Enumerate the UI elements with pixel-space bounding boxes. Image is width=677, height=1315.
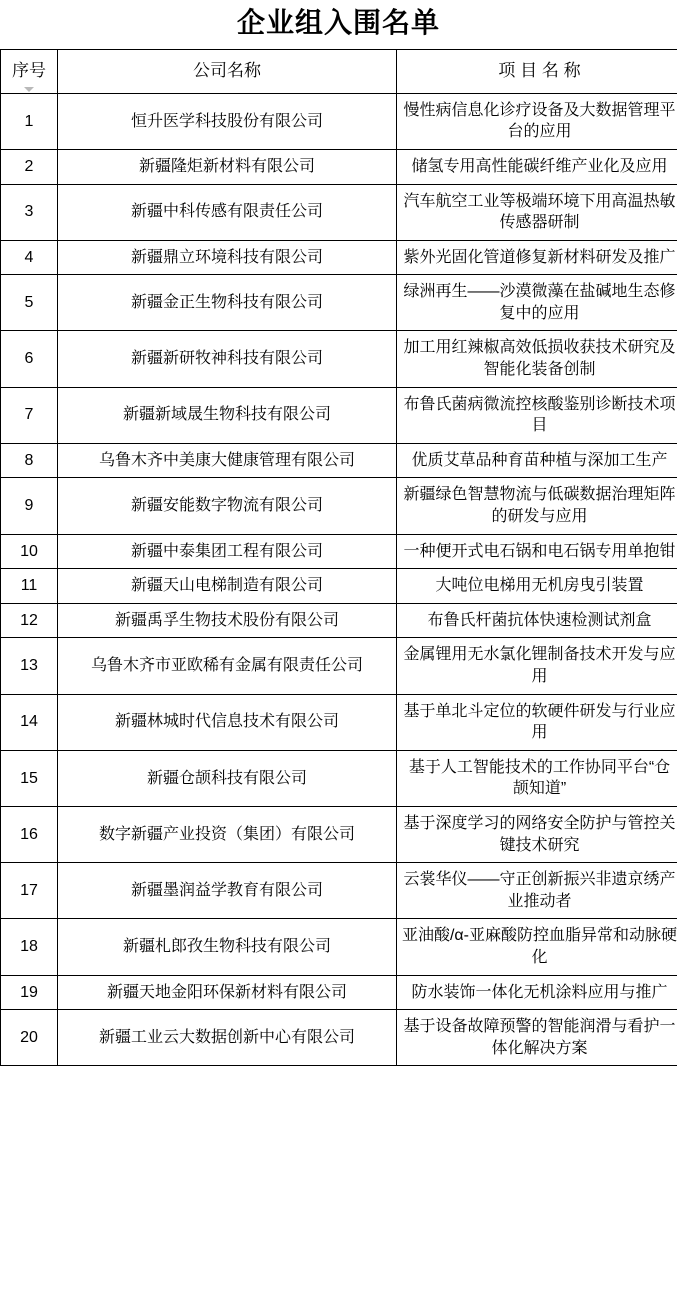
table-row [1,534,677,569]
table-row [1,149,677,184]
cell-project-name: 基于单北斗定位的软硬件研发与行业应用 [397,694,677,750]
cell-company-name: 新疆天地金阳环保新材料有限公司 [58,975,397,1010]
table-row [1,184,677,240]
table-row [1,694,677,750]
table-row [1,1010,677,1066]
cell-project-name: 新疆绿色智慧物流与低碳数据治理矩阵的研发与应用 [397,478,677,534]
cell-project-name: 基于设备故障预警的智能润滑与看护一体化解决方案 [397,1010,677,1066]
table-row [1,275,677,331]
table-row [1,975,677,1010]
cell-company-name: 新疆新域晟生物科技有限公司 [58,387,397,443]
cell-project-name: 布鲁氏菌病微流控核酸鉴别诊断技术项目 [397,387,677,443]
cell-project-name: 基于深度学习的网络安全防护与管控关键技术研究 [397,806,677,862]
cell-project-name: 亚油酸/α-亚麻酸防控血脂异常和动脉硬化 [397,919,677,975]
page-title: 企业组入围名单 [236,7,440,38]
cell-company-name: 新疆安能数字物流有限公司 [58,478,397,534]
cell-project-name: 大吨位电梯用无机房曳引装置 [397,569,677,604]
cell-company-name: 新疆新研牧神科技有限公司 [58,331,397,387]
table-row [1,478,677,534]
cell-index: 13 [1,638,58,694]
column-header-project[interactable] [397,49,677,93]
cell-project-name: 一种便开式电石锅和电石锅专用单抱钳 [397,534,677,569]
table-header-row [1,49,677,93]
cell-index: 14 [1,694,58,750]
table-body [1,93,677,1066]
table-row [1,93,677,149]
column-header-index-label: 序号 [12,60,46,80]
cell-company-name: 新疆隆炬新材料有限公司 [58,149,397,184]
cell-project-name: 绿洲再生——沙漠微藻在盐碱地生态修复中的应用 [397,275,677,331]
cell-project-name: 金属锂用无水氯化锂制备技术开发与应用 [397,638,677,694]
cell-index: 15 [1,750,58,806]
cell-company-name: 新疆鼎立环境科技有限公司 [58,240,397,275]
cell-index: 10 [1,534,58,569]
cell-index: 4 [1,240,58,275]
cell-index: 5 [1,275,58,331]
cell-index: 9 [1,478,58,534]
cell-company-name: 新疆天山电梯制造有限公司 [58,569,397,604]
column-header-company-label: 公司名称 [193,60,261,80]
cell-company-name: 新疆中科传感有限责任公司 [58,184,397,240]
cell-index: 20 [1,1010,58,1066]
cell-company-name: 新疆仓颉科技有限公司 [58,750,397,806]
column-header-project-label: 项 目 名 称 [498,60,581,80]
cell-company-name: 新疆札郎孜生物科技有限公司 [58,919,397,975]
cell-project-name: 储氢专用高性能碳纤维产业化及应用 [397,149,677,184]
cell-index: 6 [1,331,58,387]
cell-company-name: 新疆林城时代信息技术有限公司 [58,694,397,750]
table-row [1,919,677,975]
cell-index: 8 [1,443,58,478]
cell-index: 2 [1,149,58,184]
cell-company-name: 乌鲁木齐市亚欧稀有金属有限责任公司 [58,638,397,694]
cell-project-name: 慢性病信息化诊疗设备及大数据管理平台的应用 [397,93,677,149]
table-row [1,331,677,387]
cell-project-name: 紫外光固化管道修复新材料研发及推广 [397,240,677,275]
cell-index: 7 [1,387,58,443]
cell-index: 18 [1,919,58,975]
cell-index: 17 [1,863,58,919]
cell-project-name: 加工用红辣椒高效低损收获技术研究及智能化装备创制 [397,331,677,387]
column-header-company[interactable] [58,49,397,93]
cell-company-name: 新疆禹孚生物技术股份有限公司 [58,603,397,638]
table-row [1,603,677,638]
cell-company-name: 新疆工业云大数据创新中心有限公司 [58,1010,397,1066]
cell-index: 16 [1,806,58,862]
cell-company-name: 数字新疆产业投资（集团）有限公司 [58,806,397,862]
table-row [1,387,677,443]
cell-company-name: 乌鲁木齐中美康大健康管理有限公司 [58,443,397,478]
cell-project-name: 基于人工智能技术的工作协同平台“仓颉知道” [397,750,677,806]
cell-project-name: 优质艾草品种育苗种植与深加工生产 [397,443,677,478]
table-row [1,443,677,478]
cell-project-name: 云裳华仪——守正创新振兴非遗京绣产业推动者 [397,863,677,919]
cell-company-name: 新疆墨润益学教育有限公司 [58,863,397,919]
cell-index: 11 [1,569,58,604]
cell-company-name: 新疆金正生物科技有限公司 [58,275,397,331]
table-row [1,240,677,275]
sort-descending-icon[interactable] [24,87,34,92]
table-row [1,638,677,694]
cell-index: 3 [1,184,58,240]
cell-project-name: 汽车航空工业等极端环境下用高温热敏 传感器研制 [397,184,677,240]
cell-company-name: 恒升医学科技股份有限公司 [58,93,397,149]
table-row [1,806,677,862]
cell-index: 12 [1,603,58,638]
table-row [1,863,677,919]
table-row [1,569,677,604]
cell-project-name: 布鲁氏杆菌抗体快速检测试剂盒 [397,603,677,638]
column-header-index[interactable] [1,49,58,93]
cell-company-name: 新疆中泰集团工程有限公司 [58,534,397,569]
shortlist-table [0,49,677,1067]
cell-index: 19 [1,975,58,1010]
cell-project-name: 防水装饰一体化无机涂料应用与推广 [397,975,677,1010]
cell-index: 1 [1,93,58,149]
table-row [1,750,677,806]
